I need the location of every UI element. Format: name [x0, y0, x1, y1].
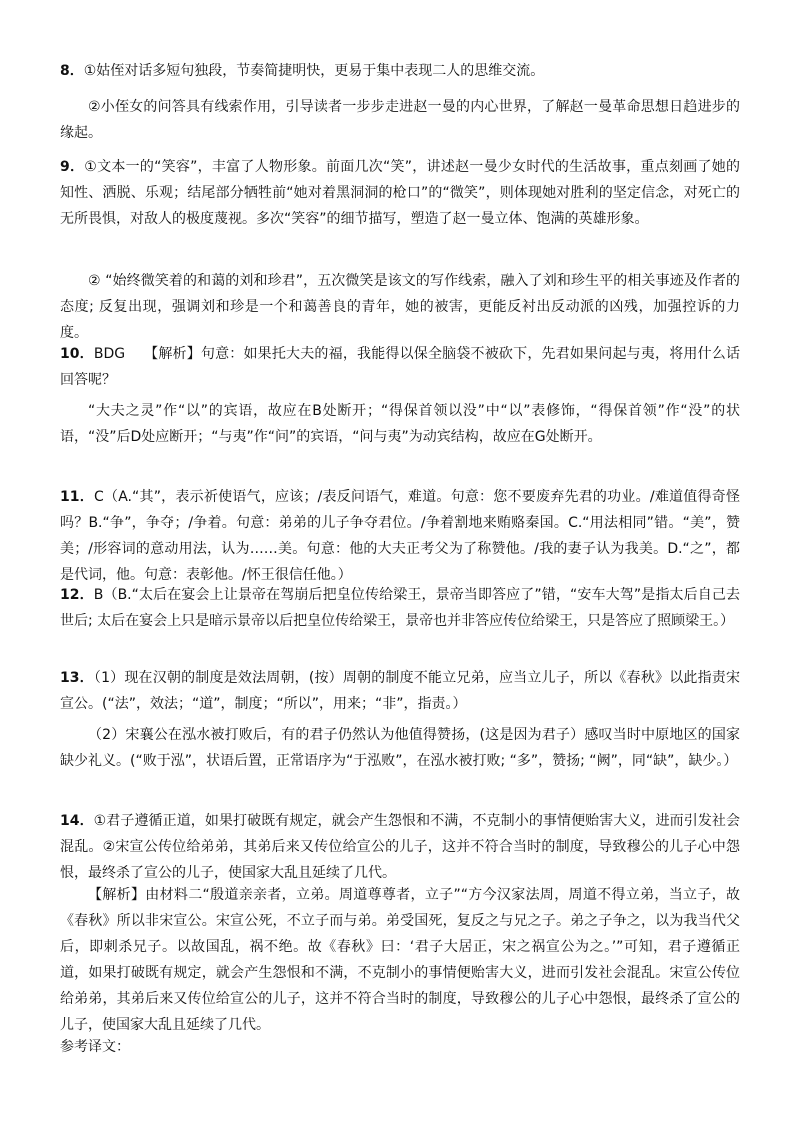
question-number: 11． [60, 489, 94, 505]
answer-13-part2 [60, 722, 740, 774]
question-number: 13． [60, 670, 94, 686]
answer-9-part1 [60, 154, 740, 232]
answer-10-part2 [60, 398, 740, 450]
answer-text: 【解析】由材料二“殷道亲亲者，立弟。周道尊尊者，立子”“方今汉家法周，周道不得立弟，当立子，故《春秋》所以非宋宣公。宋宣公死，不立子而与弟。弟受国死，复反之与兄之子。弟之子争之，以为我当代父后，即刺杀兄子。以故国乱，祸不绝。故《春秋》曰：‘君子大居正，宋之祸宣公为之。’”可知，君子遵循正道，如果打破既有规定，就会产生怨恨和不满，不克制小的事情便贻害大义，进而引发社会混乱。宋宣公传位给弟弟，其弟后来又传位给宣公的儿子，这并不符合当时的制度，导致穆公的儿子心中怨恨，最终杀了宣公的儿子，使国家大乱且延续了几代。 [60, 887, 740, 1033]
reference-translation-label [60, 1034, 740, 1060]
answer-14-analysis [60, 882, 740, 1038]
answer-text: ②小侄女的问答具有线索作用，引导读者一步步走进赵一曼的内心世界，了解赵一曼革命思想日趋进步的缘起。 [60, 99, 740, 141]
question-number: 9． [60, 159, 85, 175]
answer-8-part2 [60, 94, 740, 146]
answer-13-part1 [60, 665, 740, 717]
answer-text: BDG 【解析】句意：如果托大夫的福，我能得以保全脑袋不被砍下，先君如果问起与夷，将用什么话回答呢？ [60, 346, 741, 388]
question-number: 8． [60, 63, 84, 79]
answer-10-part1 [60, 341, 740, 393]
question-number: 10． [60, 346, 94, 362]
answer-text: “大夫之灵”作“以”的宾语，故应在B处断开；“得保首领以没”中“以”表修饰，“得保首领”作“没”的状语，“没”后D处应断开；“与夷”作“问”的宾语，“问与夷”为动宾结构，故应在G处断开。 [60, 403, 740, 445]
answer-text: C（A.“其”，表示祈使语气，应该；/表反问语气，难道。句意：您不要废弃先君的功业。/难道值得奇怪吗？B.“争”，争夺；/争着。句意：弟弟的儿子争夺君位。/争着割地来贿赂秦国。C.“用法相同”错。“美”，赞美；/形容词的意动用法，认为……美。句意：他的大夫正考父为了称赞他。/我的妻子认为我美。D.“之”，都是代词，他。句意：表彰他。/怀王很信任他。） [60, 489, 740, 583]
answer-text: ①姑侄对话多短句独段，节奏简捷明快，更易于集中表现二人的思维交流。 [83, 63, 545, 79]
answer-9-part2 [60, 268, 740, 346]
question-number: 14． [60, 813, 94, 829]
section-label: 参考译文： [60, 1039, 130, 1055]
answer-text: （1）现在汉朝的制度是效法周朝，(按）周朝的制度不能立兄弟，应当立儿子，所以《春秋》以此指责宋宣公。(“法”，效法；“道”，制度；“所以”，用来；“非”，指责。） [60, 670, 741, 712]
answer-8-part1 [60, 58, 740, 84]
answer-text: ② “始终微笑着的和蔼的刘和珍君”，五次微笑是该文的写作线索，融入了刘和珍生平的相关事迹及作者的态度; 反复出现，强调刘和珍是一个和蔼善良的青年，她的被害，更能反衬出反动派的凶残，加强控诉的力度。 [60, 273, 740, 341]
answer-text: （2）宋襄公在泓水被打败后，有的君子仍然认为他值得赞扬，(这是因为君子）感叹当时中原地区的国家缺少礼义。(“败于泓”，状语后置，正常语序为“于泓败”，在泓水被打败; “多”，赞扬; “阙”，同“缺”，缺少。） [60, 727, 740, 769]
answer-text: ①君子遵循正道，如果打破既有规定，就会产生怨恨和不满，不克制小的事情便贻害大义，进而引发社会混乱。②宋宣公传位给弟弟，其弟后来又传位给宣公的儿子，这并不符合当时的制度，导致穆公的儿子心中怨恨，最终杀了宣公的儿子，使国家大乱且延续了几代。 [60, 813, 740, 881]
answer-11 [60, 484, 740, 588]
answer-12 [60, 582, 740, 634]
question-number: 12． [60, 587, 94, 603]
answer-text: ①文本一的“笑容”，丰富了人物形象。前面几次“笑”，讲述赵一曼少女时代的生活故事，重点刻画了她的知性、洒脱、乐观；结尾部分牺牲前“她对着黑洞洞的枪口”的“微笑”，则体现她对胜利的坚定信念，对死亡的无所畏惧，对敌人的极度蔑视。多次“笑容”的细节描写，塑造了赵一曼立体、饱满的英雄形象。 [60, 159, 740, 227]
answer-14-part1 [60, 808, 740, 886]
answer-text: B（B.“太后在宴会上让景帝在驾崩后把皇位传给梁王，景帝当即答应了”错，“安车大驾”是指太后自己去世后; 太后在宴会上只是暗示景帝以后把皇位传给梁王，景帝也并非答应传位给梁王，只是答应了照顾梁王。） [60, 587, 741, 629]
